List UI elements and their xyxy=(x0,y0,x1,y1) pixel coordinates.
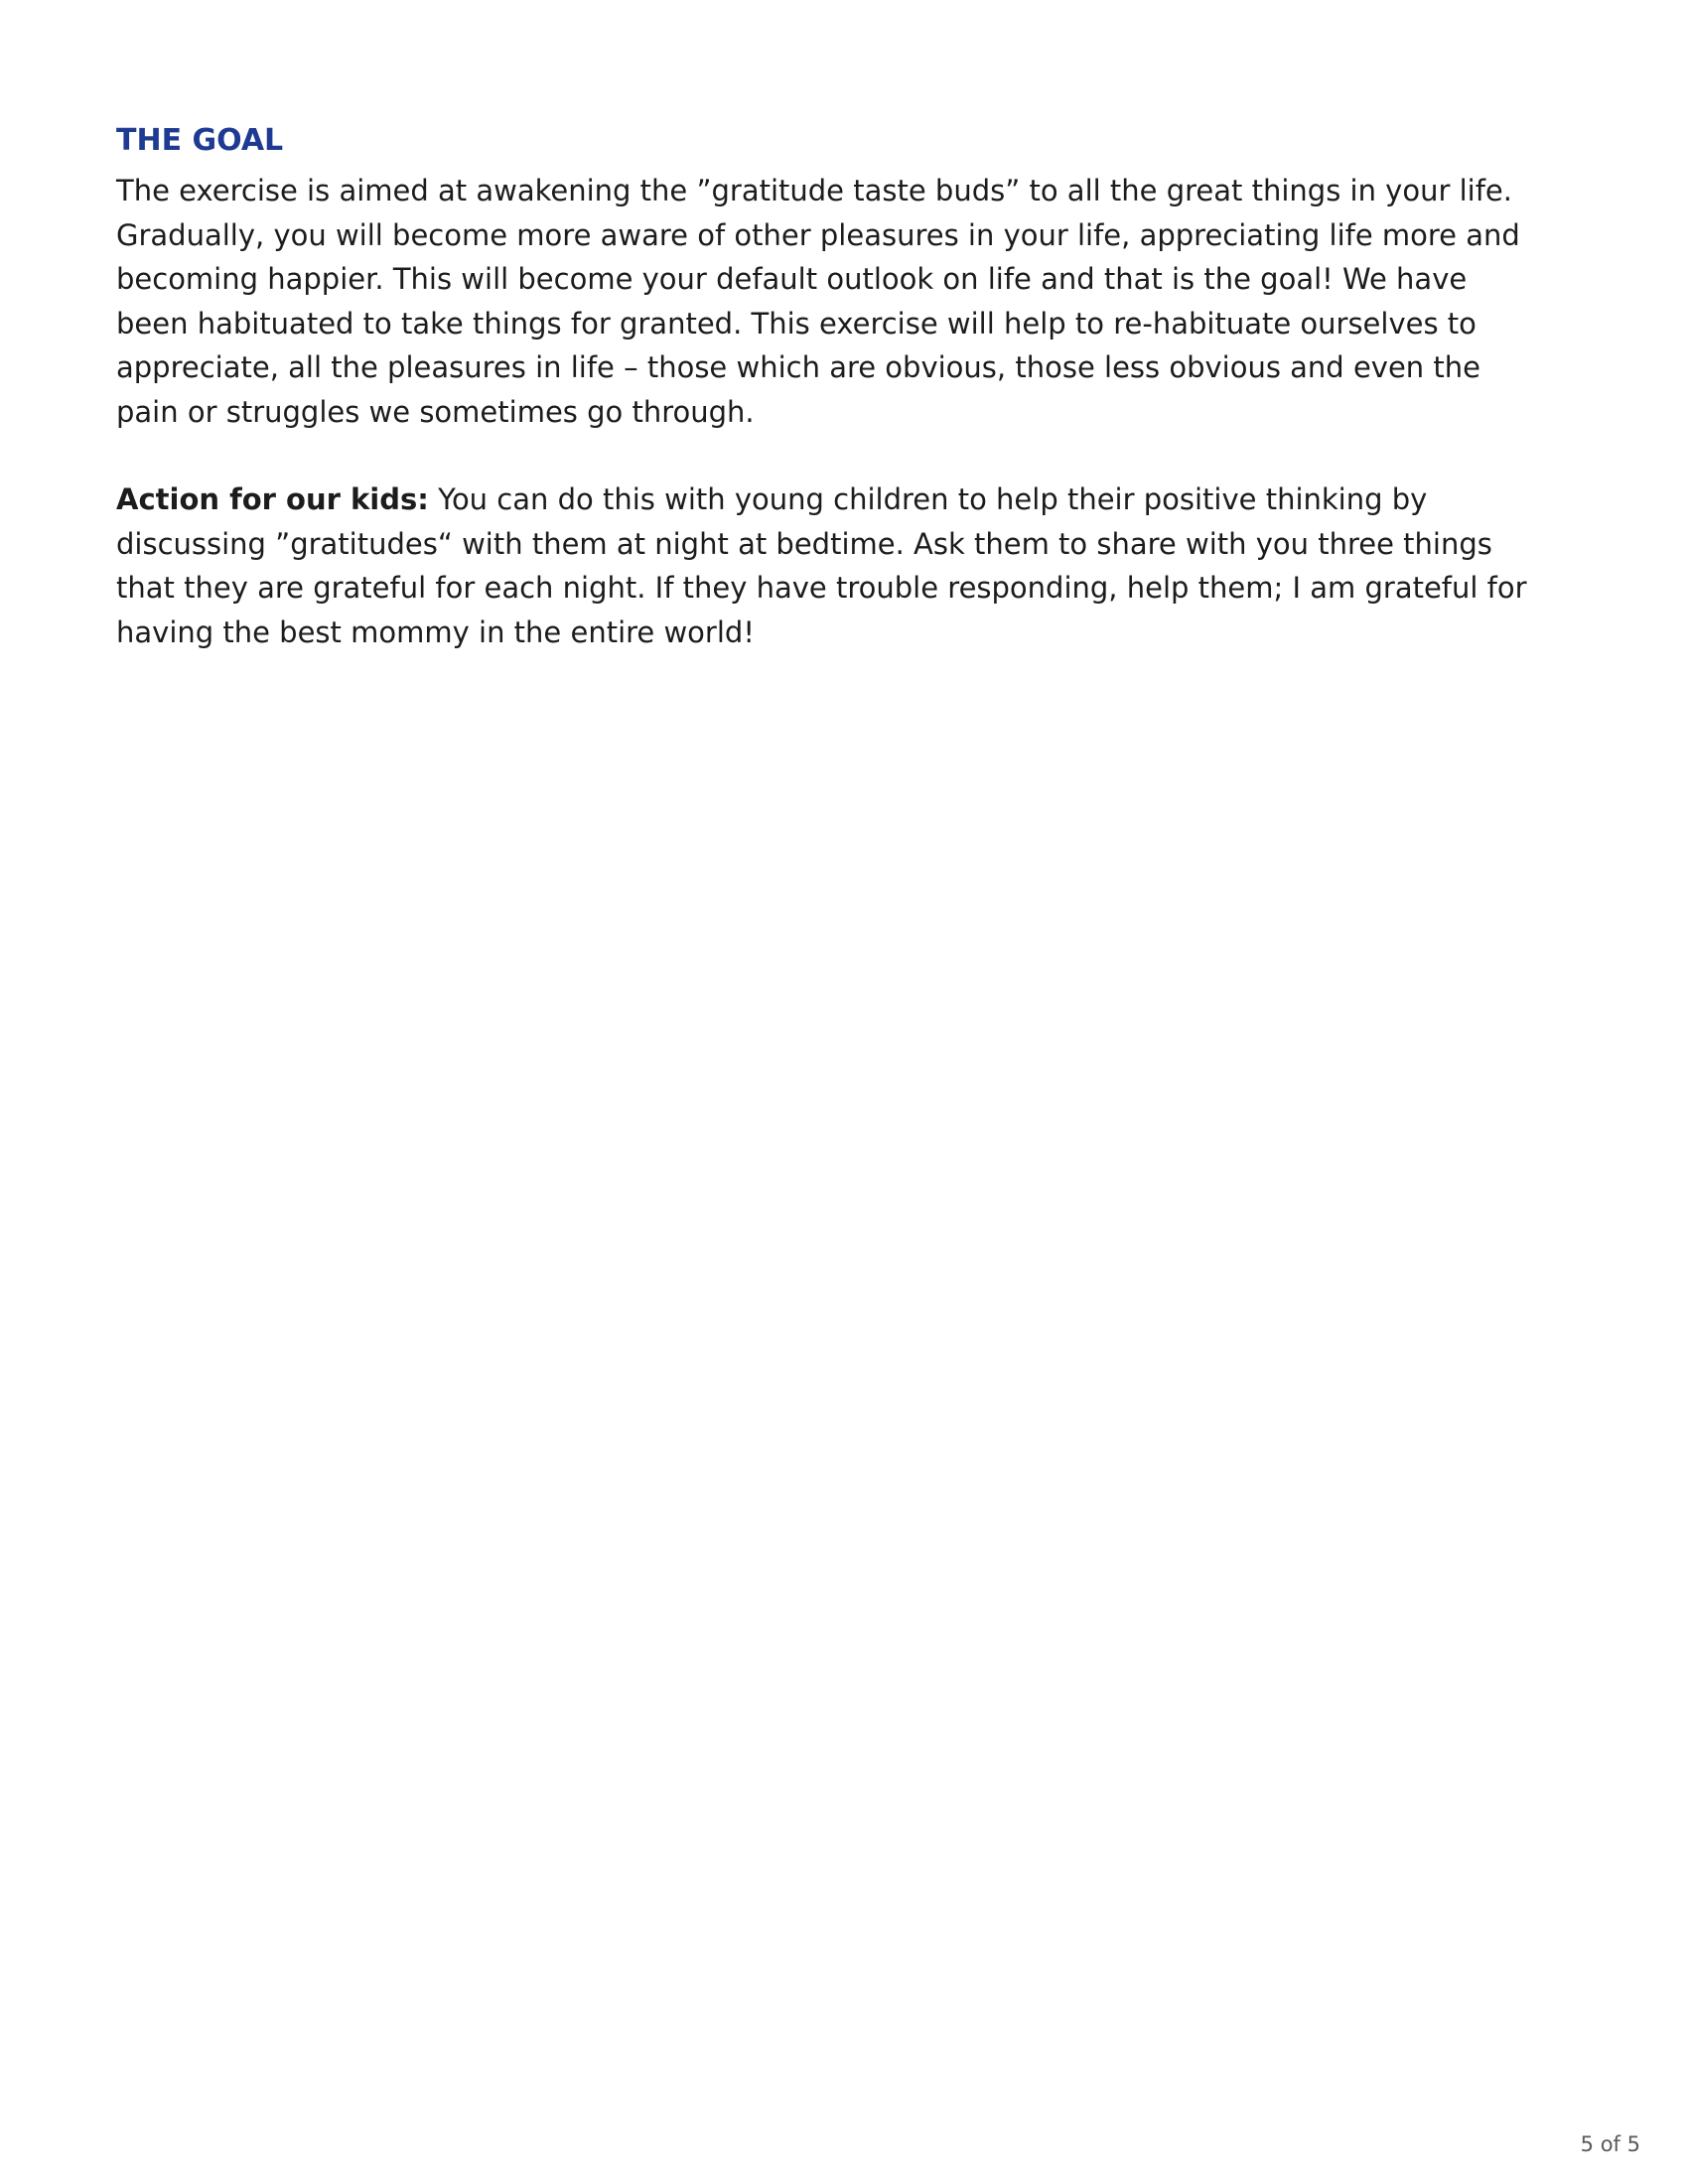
kids-action-line: that they are grateful for each night. If they have trouble responding, help them; I am grateful for xyxy=(116,571,1527,605)
goal-paragraph-line: Gradually, you will become more aware of other pleasures in your life, appreciating life more and xyxy=(116,217,1520,252)
goal-paragraph-line: pain or struggles we sometimes go through. xyxy=(116,394,755,429)
page-content xyxy=(116,123,1576,654)
page-number: 5 of 5 xyxy=(1580,2132,1640,2156)
section-heading: THE GOAL xyxy=(116,123,284,158)
goal-paragraph-line: been habituated to take things for granted. This exercise will help to re-habituate ourselves to xyxy=(116,306,1477,341)
kids-action-first-line xyxy=(116,478,1576,522)
kids-action-first-line-text: You can do this with young children to help their positive thinking by xyxy=(428,482,1428,516)
goal-paragraph-line: appreciate, all the pleasures in life – those which are obvious, those less obvious and even the xyxy=(116,350,1480,384)
kids-action-line: having the best mommy in the entire world! xyxy=(116,614,755,649)
kids-action-lead: Action for our kids: xyxy=(116,482,429,516)
goal-paragraph xyxy=(116,169,1576,434)
goal-paragraph-line: becoming happier. This will become your default outlook on life and that is the goal! We have xyxy=(116,262,1468,296)
kids-action-paragraph xyxy=(116,478,1576,654)
paragraph-spacer xyxy=(116,434,1576,478)
kids-action-line: discussing ”gratitudes“ with them at night at bedtime. Ask them to share with you three things xyxy=(116,526,1492,561)
goal-paragraph-line: The exercise is aimed at awakening the ”gratitude taste buds” to all the great things in your life. xyxy=(116,174,1512,207)
